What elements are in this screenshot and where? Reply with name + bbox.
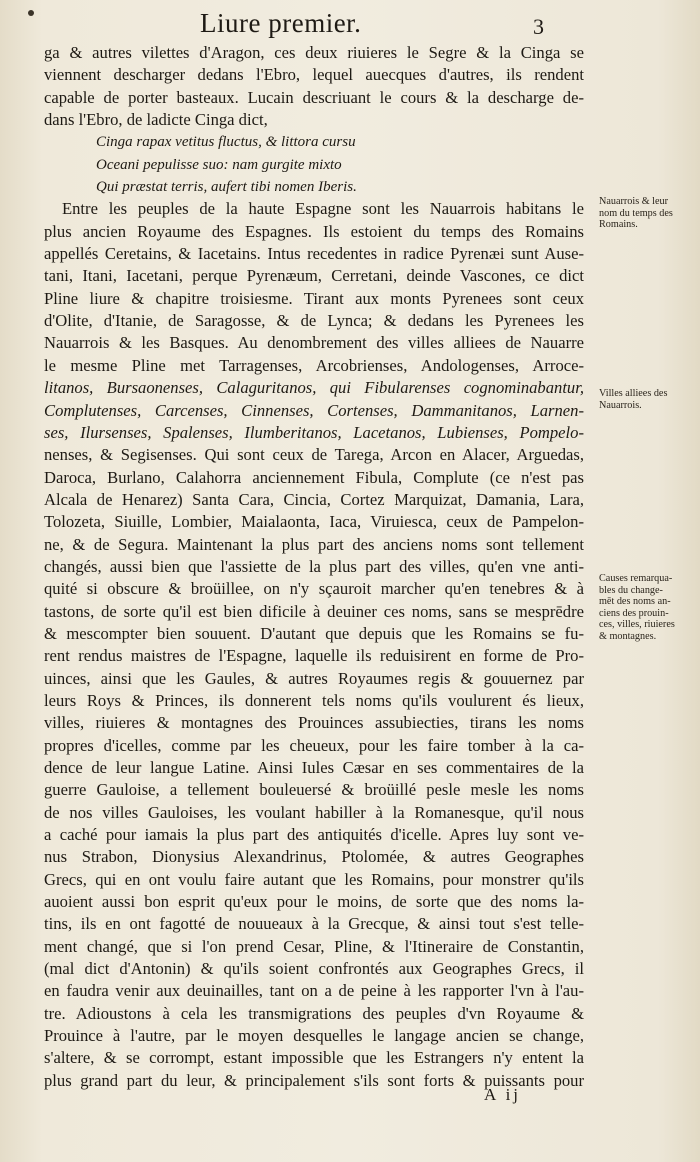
text-line: Nauarrois & les Basques. Au denombrement des villes alliees de Nauarre [44,333,584,353]
text-line: Alcala de Henarez) Santa Cara, Cincia, Cortez Marquizat, Damania, Lara, [44,489,584,509]
text-line: ses, Ilursenses, Spalenses, Ilumberitanos, Lacetanos, Lubienses, Pompelo- [44,422,584,442]
margin-note-line: Nauarrois. [599,399,642,411]
text-line: rent rendus maistres de l'Espagne, laquelle ils reduisirent en forme de Pro- [44,646,584,666]
text-line: s'altere, & se corrompt, estant impossible que les Estrangers n'y entent la [44,1048,584,1068]
text-line: Pline liure & chapitre troisiesme. Tirant aux monts Pyrenees sont ceux [44,288,584,308]
text-line: nus Strabon, Dionysius Alexandrinus, Ptolomée, & autres Geographes [44,847,584,867]
margin-note-line: ciens des prouin- [599,607,669,619]
margin-note-line: bles du change- [599,584,663,596]
text-line: uinces, ainsi que les Gaules, & autres Royaumes regis & gouuernez par [44,668,584,688]
text-line: plus grand part du leur, & principalement s'ils sont forts & puissants pour [44,1070,584,1090]
verse-line: Cinga rapax vetitus fluctus, & littora cursu [96,134,356,151]
margin-note-nauarrois [599,196,695,231]
text-line: Prouince à l'autre, par le moyen desquelles le langage ancien se change, [44,1026,584,1046]
text-line: viennent descharger dedans l'Ebro, lequel auecques d'autres, ils rendent [44,65,584,85]
text-line: a caché pour iamais la plus part des antiquités d'icelle. Apres luy sont ve- [44,825,584,845]
text-line: ne, & de Segura. Maintenant la plus part des anciens noms sont tellement [44,534,584,554]
text-line: ga & autres vilettes d'Aragon, ces deux riuieres le Segre & la Cinga se [44,43,584,62]
text-line: villes, riuieres & montagnes des Prouinces assubiecties, tirans les noms [44,713,584,733]
margin-note-line: ces, villes, riuieres [599,619,675,630]
text-line: appellés Ceretains, & Iacetains. Intus recedentes in radice Pyrenæi sunt Ause- [44,244,584,264]
main-text-block [44,42,584,1092]
text-line: litanos, Bursaonenses, Calaguritanos, qui Fibularenses cognominabantur, [44,378,584,398]
margin-note-line: nom du temps des [599,207,673,219]
text-line: Grecs, qui en ont voulu faire autant que les Romains, pour monstrer qu'ils [44,869,584,889]
page-speck [28,10,34,16]
text-line: propres d'icelles, comme par les cheueux, pour les faire tomber à la ca- [44,735,584,755]
verse-line: Oceani pepulisse suo: nam gurgite mixto [96,156,342,173]
margin-note-line: mēt des noms an- [599,596,671,607]
margin-note-line: Romains. [599,219,638,230]
text-line: tani, Itani, Iacetani, perque Pyrenæum, Cerretani, deinde Vascones, ce dict [44,266,584,286]
text-line: tins, ils en ont fagotté de nouueaux à la Grecque, & ainsi tout s'est telle- [44,914,584,934]
text-line: (mal dict d'Antonin) & qu'ils soient confrontés aux Geographes Grecs, il [44,959,584,979]
text-line: ment changé, que si l'on prend Cesar, Pline, & l'Itineraire de Constantin, [44,936,584,956]
verse-line: Qui præstat terris, aufert tibi nomen Iberis. [96,179,357,196]
margin-note-line: Causes remarqua- [599,573,673,584]
running-title: Liure premier. [200,8,362,38]
text-line: nenses, & Segisenses. Qui sont ceux de Tarega, Arcon en Alacer, Arguedas, [44,445,584,465]
text-line: Daroca, Burlano, Calahorra anciennement Fibula, Complute (ce n'est pas [44,467,584,487]
signature-mark: A ij [484,1085,522,1104]
text-line: capable de porter basteaux. Lucain descriuant le cours & la descharge de- [44,87,584,107]
margin-note-line: Nauarrois & leur [599,196,669,207]
margin-note-villes [599,388,695,411]
text-line: tre. Adioustons à cela les transmigrations des peuples d'vn Royaume & [44,1003,584,1023]
text-line: Complutenses, Carcenses, Cinnenses, Cortenses, Dammanitanos, Larnen- [44,400,584,420]
text-line: auoient aussi bon esprit qu'eux pour le moins, de sorte que des noms la- [44,892,584,912]
page-number: 3 [533,14,545,39]
margin-note-line: & montagnes. [599,630,657,642]
text-line: tastons, de sorte qu'il est bien dificile à deuiner ces noms, sans se mesprēdre [44,601,584,621]
text-line: & mescompter bien souuent. D'autant que depuis que les Romains se fu- [44,623,584,643]
text-line: dans l'Ebro, de ladicte Cinga dict, [44,110,268,130]
text-line: Tolozeta, Siuille, Lombier, Maialaonta, Iaca, Viruiesca, ceux de Pampelon- [44,512,584,532]
text-line: plus ancien Royaume des Espagnes. Ils estoient du temps des Romains [44,221,584,241]
margin-note-line: Villes alliees des [599,388,668,399]
text-line: en faudra venir aux deuinailles, tant on a de peine à les rapporter l'vn à l'au- [44,981,584,1001]
text-line: Entre les peuples de la haute Espagne sont les Nauarrois habitans le [62,199,584,219]
text-line: le mesme Pline met Tarragenses, Arcobrienses, Andologenses, Arroce- [44,355,584,375]
text-line: de nos villes Gauloises, les voulant habiller à la Romanesque, qu'il nous [44,802,584,822]
text-line: guerre Gauloise, a tellement bouleuersé & broüillé pesle mesle les noms [44,780,584,800]
margin-note-causes [599,573,695,642]
text-line: changés, aussi bien que l'assiette de la plus part des villes, qu'en vne anti- [44,556,584,576]
text-line: leurs Roys & Princes, ils donnerent tels noms qu'ils voulurent és lieux, [44,690,584,710]
text-line: d'Olite, d'Itanie, de Saragosse, & de Lynca; & dedans les Pyrenees les [44,311,584,331]
text-line: quité si obscure & broüillee, on n'y sçauroit marcher qu'en tenebres & à [44,579,584,599]
text-line: dence de leur langue Latine. Ainsi Iules Cæsar en ses commentaires de la [44,758,584,777]
